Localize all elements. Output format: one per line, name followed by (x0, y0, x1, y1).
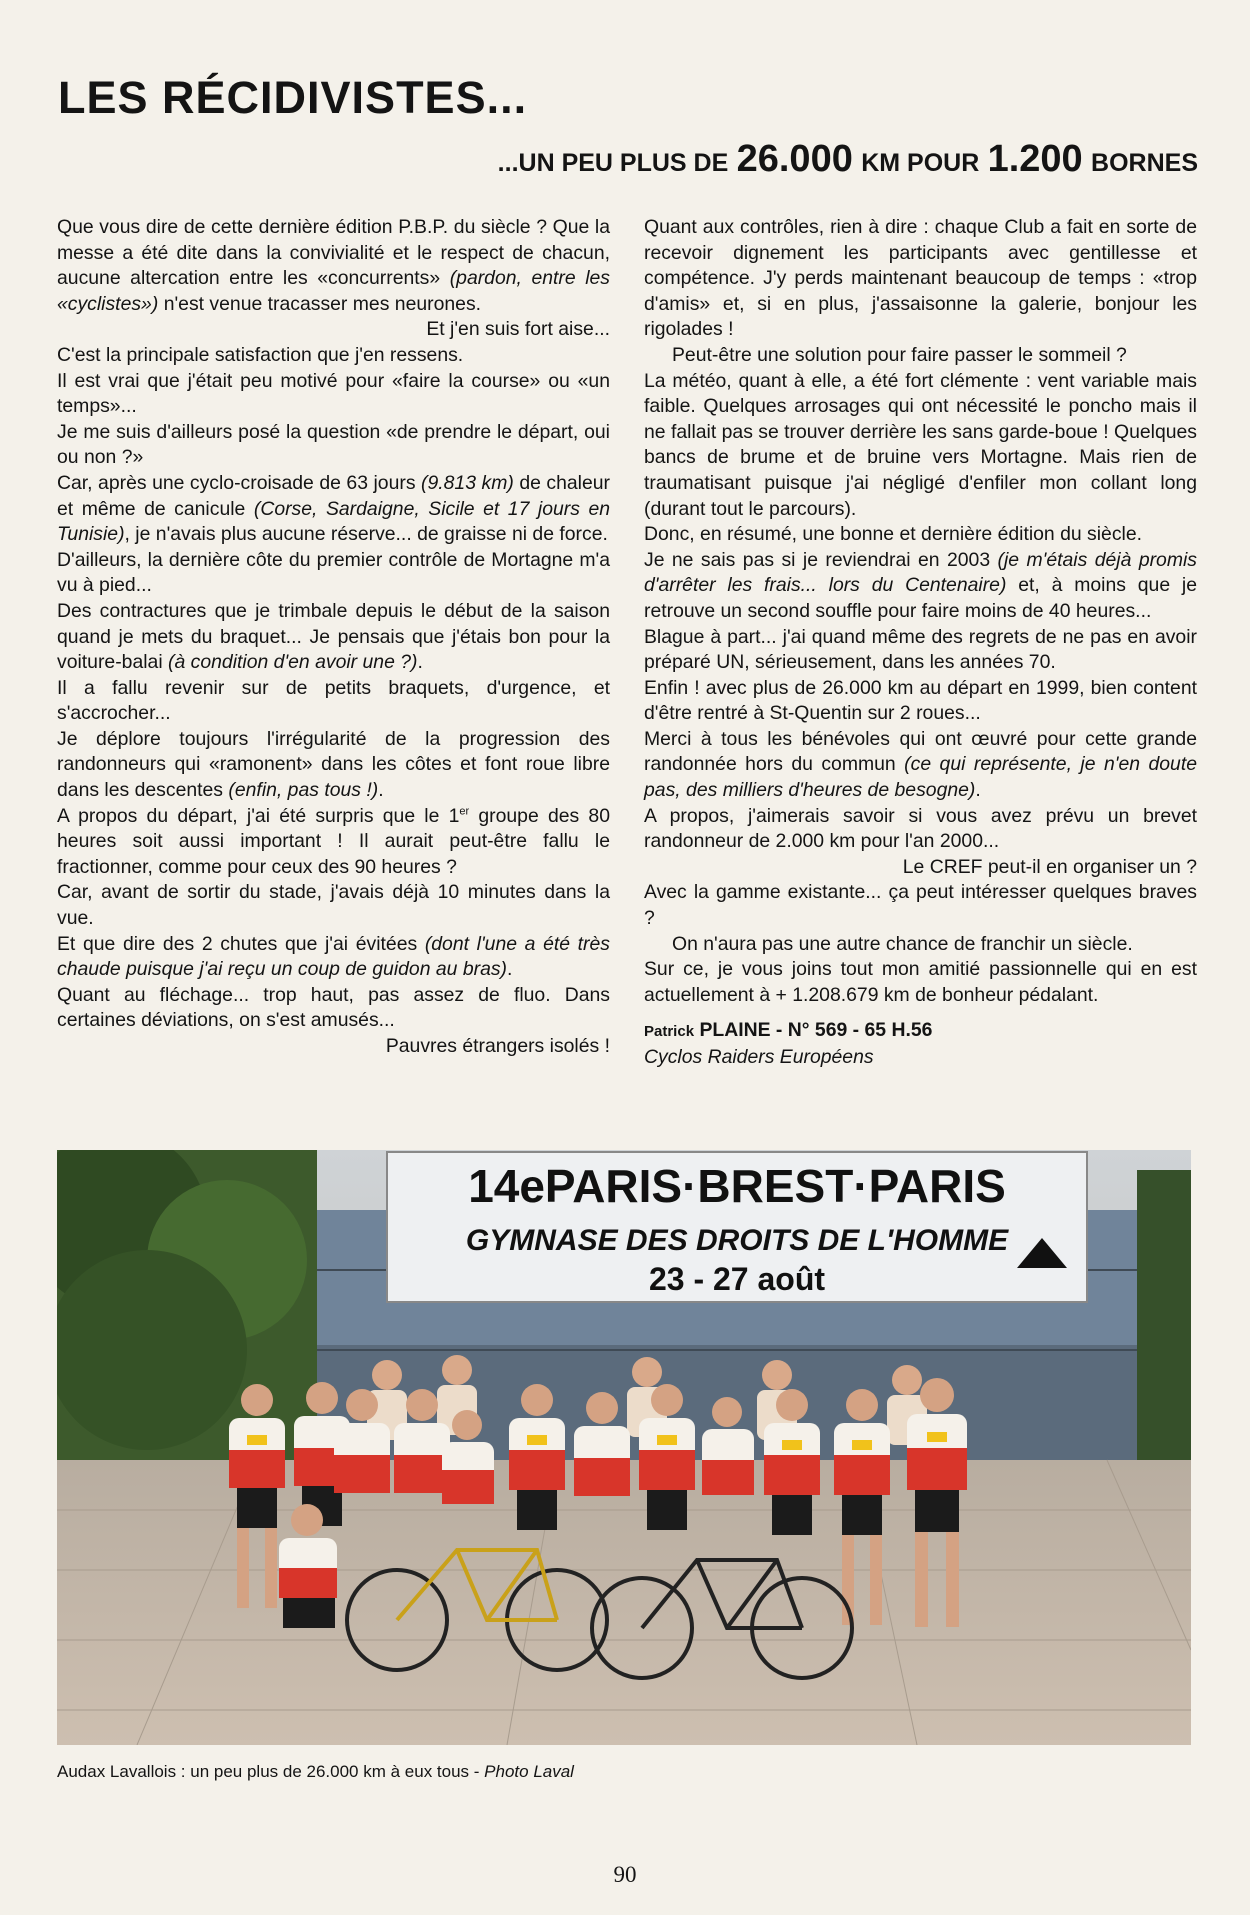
paragraph: Des contractures que je trimbale depuis le début de la saison quand je mets du braquet... Je pensais que j'étais bon pour la voiture-balai (à condition d'en avoir une ?). (57, 599, 610, 674)
paragraph: D'ailleurs, la dernière côte du premier contrôle de Mortagne m'a vu à pied... (57, 548, 610, 597)
paragraph: A propos du départ, j'ai été surpris que le 1er groupe des 80 heures soit aussi important ! Il aurait peut-être fallu le fractionner, comme pour ceux des 90 heures ? (57, 804, 610, 878)
paragraph: Peut-être une solution pour faire passer le sommeil ? (672, 343, 1127, 366)
paragraph: Pauvres étrangers isolés ! (385, 1035, 610, 1057)
subtitle-number-1: 26.000 (736, 138, 853, 180)
paragraph: Que vous dire de cette dernière édition P.B.P. du siècle ? Que la messe a été dite dans la convivialité et le respect de chacun, aucune altercation entre les «concurrents» (pardon, entre les «cyclistes») n'est venue tracasser mes neurones. (57, 216, 611, 315)
paragraph: Je me suis d'ailleurs posé la question «de prendre le départ, oui ou non ?» (57, 420, 610, 469)
paragraph: Avec la gamme existante... ça peut intéresser quelques braves ? (644, 881, 1197, 930)
banner-venue: GYMNASE DES DROITS DE L'HOMME (465, 1224, 1009, 1257)
paragraph: Il a fallu revenir sur de petits braquets, d'urgence, et s'accrocher... (57, 676, 610, 725)
paragraph: Donc, en résumé, une bonne et dernière édition du siècle. (644, 523, 1143, 546)
banner-title: 14ePARIS·BREST·PARIS (468, 1160, 1006, 1212)
article-title: LES RÉCIDIVISTES... (58, 72, 528, 123)
photo-caption: Audax Lavallois : un peu plus de 26.000 km à eux tous - Photo Laval (57, 1762, 574, 1781)
subtitle-number-2: 1.200 (987, 138, 1083, 180)
paragraph: Car, avant de sortir du stade, j'avais déjà 10 minutes dans la vue. (57, 881, 610, 930)
paragraph: La météo, quant à elle, a été fort clémente : vent variable mais faible. Quelques arrosages qui ont nécessité le poncho mais il ne fallait pas se trouver derrière les sans garde-boue ! Quelques bancs de brume et de bruine vers Mortagne. Mais rien de traumatisant puisque j'ai négligé d'enfiler mon collant long (durant tout le parcours). (644, 369, 1197, 520)
article-subtitle (270, 138, 1198, 181)
paragraph: Je déplore toujours l'irrégularité de la progression des randonneurs qui «ramonent» dans les côtes et font roue libre dans les descentes (enfin, pas tous !). (57, 727, 610, 802)
paragraph: A propos, j'aimerais savoir si vous avez prévu un brevet randonneur de 2.000 km pour l'an 2000... (644, 804, 1197, 853)
paragraph: Et que dire des 2 chutes que j'ai évitées (dont l'une a été très chaude puisque j'ai reçu un coup de guidon au bras). (57, 932, 610, 981)
paragraph: Quant au fléchage... trop haut, pas assez de fluo. Dans certaines déviations, on s'est amusés... (57, 983, 610, 1032)
banner-dates: 23 - 27 août (648, 1261, 826, 1297)
subtitle-part-2: KM POUR (861, 149, 980, 177)
paragraph: On n'aura pas une autre chance de franchir un siècle. (672, 932, 1133, 955)
photo-credit: Photo Laval (484, 1762, 574, 1781)
paragraph: Quant aux contrôles, rien à dire : chaque Club a fait en sorte de recevoir dignement les participants avec gentillesse et compétence. J'y perds maintenant beaucoup de temps : «trop d'amis» et, si en plus, j'assaisonne la galerie, bonjour les rigolades ! (644, 216, 1197, 341)
paragraph: Enfin ! avec plus de 26.000 km au départ en 1999, bien content d'être rentré à St-Quentin sur 2 roues... (644, 676, 1197, 725)
paragraph: Et j'en suis fort aise... (426, 318, 610, 341)
paragraph: Car, après une cyclo-croisade de 63 jours (9.813 km) de chaleur et même de canicule (Corse, Sardaigne, Sicile et 17 jours en Tunisie), je n'avais plus aucune réserve... de graisse ni de force. (57, 471, 611, 546)
event-banner (387, 1152, 1087, 1302)
paragraph: Sur ce, je vous joins tout mon amitié passionnelle qui en est actuellement à + 1.208.679 km de bonheur pédalant. (644, 958, 1197, 1006)
paragraph: Blague à part... j'ai quand même des regrets de ne pas en avoir préparé UN, sérieusement, dans les années 70. (644, 625, 1197, 674)
paragraph: Je ne sais pas si je reviendrai en 2003 (je m'étais déjà promis d'arrêter les frais... lors du Centenaire) et, à moins que je retrouve un second souffle pour faire moins de 40 heures... (644, 548, 1198, 622)
subtitle-part-3: BORNES (1091, 149, 1198, 177)
author-club: Cyclos Raiders Européens (644, 1046, 874, 1068)
subtitle-part-1: ...UN PEU PLUS DE (497, 149, 729, 177)
article-column-right (644, 215, 1197, 1071)
article-column-left (57, 215, 610, 1060)
author-signature: Patrick PLAINE - N° 569 - 65 H.56 (644, 1019, 933, 1042)
group-photo (57, 1150, 1191, 1745)
paragraph: Il est vrai que j'était peu motivé pour «faire la course» ou «un temps»... (57, 369, 610, 418)
page-number: 90 (613, 1862, 637, 1887)
paragraph: Le CREF peut-il en organiser un ? (902, 855, 1197, 878)
paragraph: Merci à tous les bénévoles qui ont œuvré pour cette grande randonnée hors du commun (ce qui représente, je n'en doute pas, des milliers d'heures de besogne). (644, 727, 1197, 802)
paragraph: C'est la principale satisfaction que j'en ressens. (57, 343, 464, 366)
